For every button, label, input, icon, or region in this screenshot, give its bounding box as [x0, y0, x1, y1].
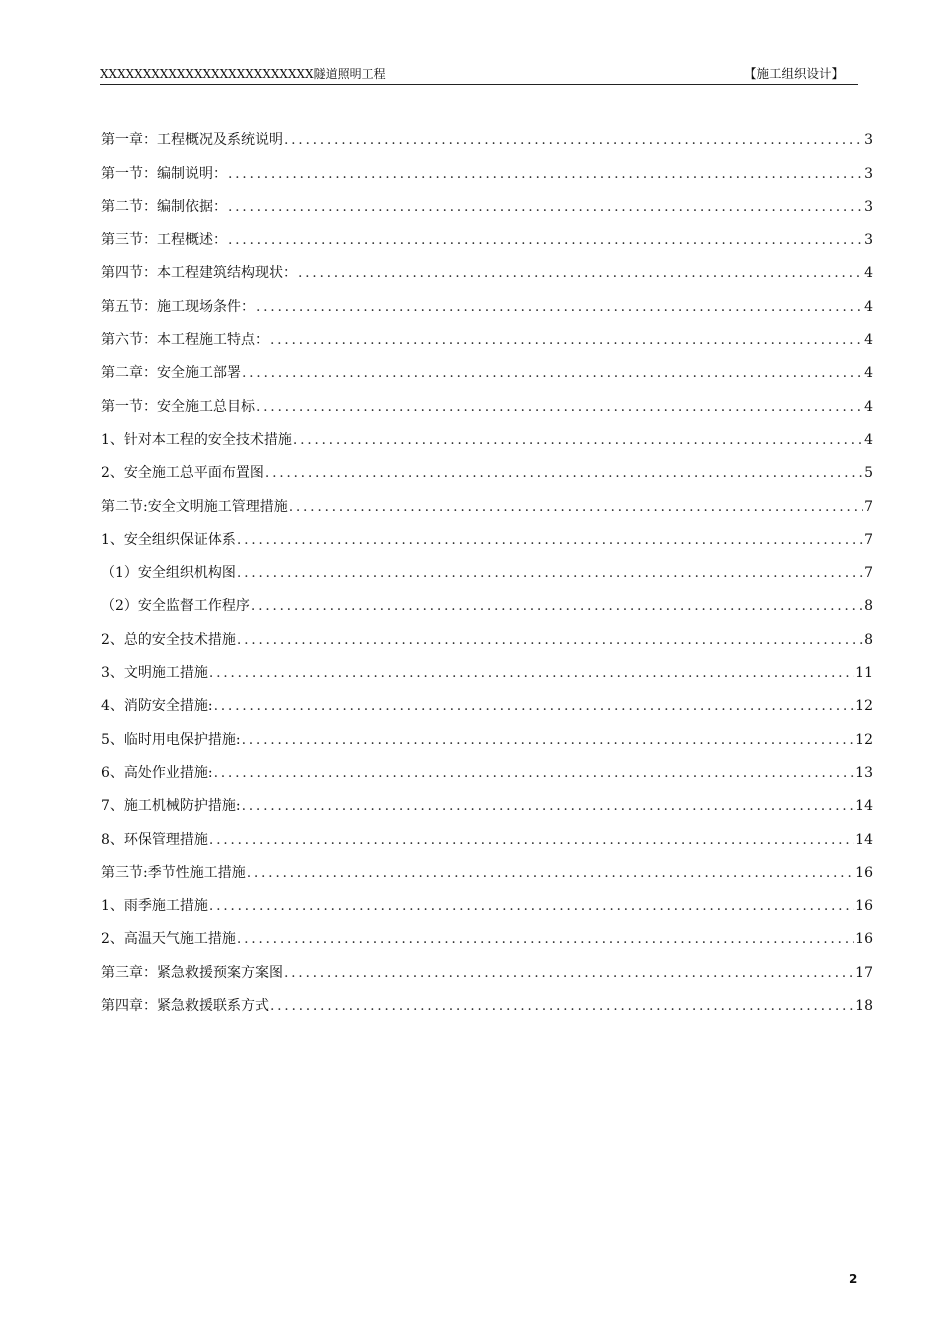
- toc-entry-title: 第一节：安全施工总目标: [101, 398, 255, 415]
- toc-entry[interactable]: [101, 650, 873, 683]
- toc-entry-title: 第五节：施工现场条件：: [101, 298, 255, 315]
- toc-dot-leader: [237, 929, 854, 949]
- toc-dot-leader: [265, 463, 863, 483]
- page-number: 2: [849, 1272, 858, 1286]
- toc-entry-page: 8: [864, 598, 873, 615]
- toc-entry[interactable]: [101, 217, 873, 250]
- toc-dot-leader: [298, 263, 863, 283]
- toc-entry-page: 14: [855, 831, 873, 848]
- toc-dot-leader: [251, 596, 863, 616]
- toc-entry-title: 第四节：本工程建筑结构现状：: [101, 265, 297, 282]
- toc-entry[interactable]: [101, 850, 873, 883]
- toc-entry[interactable]: [101, 184, 873, 217]
- toc-dot-leader: [214, 763, 855, 783]
- toc-entry[interactable]: [101, 250, 873, 283]
- toc-entry-page: 16: [855, 864, 873, 881]
- toc-entry-title: 第三章：紧急救援预案方案图: [101, 964, 283, 981]
- toc-entry-title: 1、安全组织保证体系: [101, 531, 236, 548]
- toc-dot-leader: [214, 696, 855, 716]
- toc-entry[interactable]: [101, 716, 873, 749]
- toc-entry-page: 7: [864, 498, 873, 515]
- toc-entry-title: （2）安全监督工作程序: [101, 598, 250, 615]
- toc-entry[interactable]: [101, 783, 873, 816]
- toc-entry[interactable]: [101, 583, 873, 616]
- toc-entry-page: 16: [855, 931, 873, 948]
- toc-entry-title: 2、高温天气施工措施: [101, 931, 236, 948]
- toc-entry[interactable]: [101, 983, 873, 1016]
- toc-entry-page: 4: [864, 332, 873, 349]
- toc-entry[interactable]: [101, 383, 873, 416]
- toc-entry[interactable]: [101, 916, 873, 949]
- toc-entry-title: 第二章：安全施工部署: [101, 365, 241, 382]
- toc-entry-page: 3: [864, 232, 873, 249]
- toc-entry-title: 1、雨季施工措施: [101, 898, 208, 915]
- toc-dot-leader: [270, 996, 854, 1016]
- toc-dot-leader: [242, 730, 855, 750]
- toc-dot-leader: [237, 630, 863, 650]
- toc-entry-page: 4: [864, 265, 873, 282]
- toc-dot-leader: [228, 164, 863, 184]
- toc-entry-title: 6、高处作业措施:: [101, 764, 213, 781]
- toc-entry[interactable]: [101, 616, 873, 649]
- toc-dot-leader: [209, 830, 854, 850]
- toc-entry-page: 11: [855, 665, 873, 682]
- toc-entry-page: 16: [855, 898, 873, 915]
- toc-entry[interactable]: [101, 317, 873, 350]
- toc-entry[interactable]: [101, 816, 873, 849]
- toc-entry-title: 4、消防安全措施:: [101, 698, 213, 715]
- toc-entry-title: 第三节:季节性施工措施: [101, 864, 246, 881]
- header-project-title: XXXXXXXXXXXXXXXXXXXXXXXXX隧道照明工程: [100, 67, 386, 81]
- toc-entry[interactable]: [101, 117, 873, 150]
- toc-entry-title: 第一节：编制说明：: [101, 165, 227, 182]
- toc-entry-page: 7: [864, 531, 873, 548]
- toc-entry[interactable]: [101, 517, 873, 550]
- toc-entry-page: 4: [864, 298, 873, 315]
- toc-entry-page: 3: [864, 132, 873, 149]
- toc-entry-page: 4: [864, 398, 873, 415]
- toc-dot-leader: [270, 330, 863, 350]
- header-document-type: 【施工组织设计】: [743, 66, 844, 81]
- toc-entry-page: 3: [864, 165, 873, 182]
- toc-dot-leader: [247, 863, 854, 883]
- toc-entry-page: 14: [855, 798, 873, 815]
- table-of-contents: [101, 117, 873, 1016]
- toc-dot-leader: [293, 430, 863, 450]
- toc-entry[interactable]: [101, 483, 873, 516]
- toc-dot-leader: [209, 896, 854, 916]
- toc-entry-title: 5、临时用电保护措施:: [101, 731, 241, 748]
- toc-entry[interactable]: [101, 350, 873, 383]
- toc-entry-title: 8、环保管理措施: [101, 831, 208, 848]
- toc-entry[interactable]: [101, 750, 873, 783]
- toc-entry-title: 7、施工机械防护措施:: [101, 798, 241, 815]
- toc-entry[interactable]: [101, 283, 873, 316]
- toc-entry-page: 7: [864, 565, 873, 582]
- toc-dot-leader: [242, 796, 855, 816]
- toc-dot-leader: [256, 297, 863, 317]
- toc-entry[interactable]: [101, 417, 873, 450]
- toc-entry[interactable]: [101, 450, 873, 483]
- toc-dot-leader: [228, 230, 863, 250]
- toc-dot-leader: [284, 130, 863, 150]
- toc-dot-leader: [237, 563, 863, 583]
- toc-entry-page: 18: [855, 998, 873, 1015]
- toc-entry-page: 17: [855, 964, 873, 981]
- toc-dot-leader: [209, 663, 854, 683]
- toc-entry-page: 12: [855, 731, 873, 748]
- toc-entry-title: 2、总的安全技术措施: [101, 631, 236, 648]
- toc-entry-page: 8: [864, 631, 873, 648]
- toc-entry-title: （1）安全组织机构图: [101, 565, 236, 582]
- toc-entry-title: 第四章：紧急救援联系方式: [101, 998, 269, 1015]
- toc-entry[interactable]: [101, 150, 873, 183]
- toc-entry-title: 第三节：工程概述：: [101, 232, 227, 249]
- toc-dot-leader: [242, 363, 863, 383]
- toc-dot-leader: [237, 530, 863, 550]
- toc-entry-title: 1、针对本工程的安全技术措施: [101, 431, 292, 448]
- toc-dot-leader: [284, 963, 854, 983]
- toc-dot-leader: [289, 497, 863, 517]
- toc-entry[interactable]: [101, 550, 873, 583]
- toc-entry-page: 4: [864, 365, 873, 382]
- toc-entry-title: 2、安全施工总平面布置图: [101, 465, 264, 482]
- toc-entry-page: 13: [855, 764, 873, 781]
- toc-entry-page: 4: [864, 431, 873, 448]
- toc-entry-page: 12: [855, 698, 873, 715]
- toc-dot-leader: [228, 197, 863, 217]
- toc-entry[interactable]: [101, 883, 873, 916]
- toc-entry[interactable]: [101, 949, 873, 982]
- toc-entry-title: 第六节：本工程施工特点：: [101, 332, 269, 349]
- toc-entry-title: 第二节:安全文明施工管理措施: [101, 498, 288, 515]
- page-header: [100, 66, 858, 85]
- toc-entry-title: 3、文明施工措施: [101, 665, 208, 682]
- toc-entry-title: 第一章：工程概况及系统说明: [101, 132, 283, 149]
- toc-entry[interactable]: [101, 683, 873, 716]
- toc-dot-leader: [256, 397, 863, 417]
- toc-entry-page: 3: [864, 198, 873, 215]
- toc-entry-page: 5: [864, 465, 873, 482]
- toc-entry-title: 第二节：编制依据：: [101, 198, 227, 215]
